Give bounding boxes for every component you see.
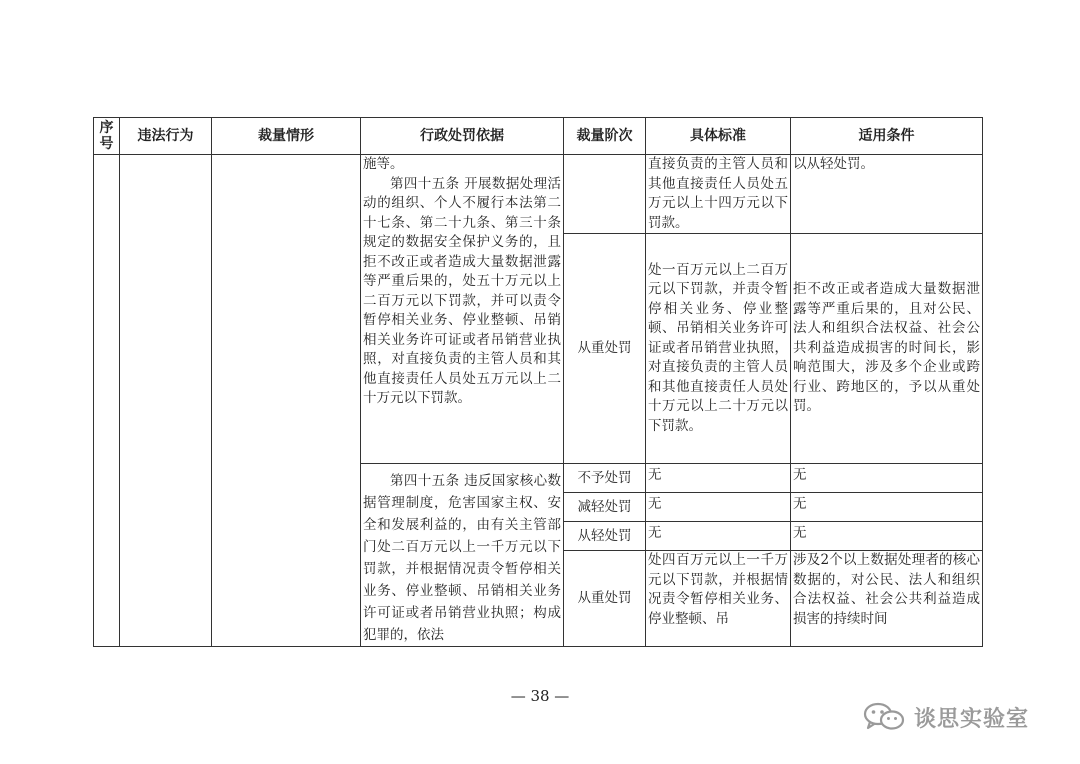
condition-cell: 无 — [791, 522, 983, 551]
basis-cell-2: 第四十五条 违反国家核心数据管理制度，危害国家主权、安全和发展利益的，由有关主管部门处二百万元以上一千万元以下罚款，并根据情况责令暂停相关业务、停业整顿、吊销相关业务许可证或者吊销营业执照；构成犯罪的，依法 — [361, 464, 564, 647]
watermark — [862, 700, 1062, 732]
header-level: 裁量阶次 — [564, 118, 646, 155]
condition-cell: 以从轻处罚。 — [791, 155, 983, 234]
standard-cell: 无 — [646, 493, 791, 522]
violation-cell — [120, 155, 212, 647]
watermark-text: 谈思实验室 — [914, 707, 1030, 732]
circumstance-cell — [212, 155, 361, 647]
level-cell: 从轻处罚 — [564, 522, 646, 551]
condition-cell: 无 — [791, 493, 983, 522]
header-violation: 违法行为 — [120, 118, 212, 155]
seq-cell — [94, 155, 120, 647]
level-cell: 从重处罚 — [564, 551, 646, 647]
basis-cell-1 — [361, 155, 564, 464]
standard-cell: 直接负责的主管人员和其他直接责任人员处五万元以上十四万元以下罚款。 — [646, 155, 791, 234]
header-circumstance: 裁量情形 — [212, 118, 361, 155]
table-row — [94, 155, 983, 234]
condition-cell: 拒不改正或者造成大量数据泄露等严重后果的，且对公民、法人和组织合法权益、社会公共利益造成损害的时间长，影响范围大，涉及多个企业或跨行业、跨地区的，予以从重处罚。 — [791, 234, 983, 464]
header-standard: 具体标准 — [646, 118, 791, 155]
standard-cell: 处一百万元以上二百万元以下罚款，并责令暂停相关业务、停业整顿、吊销相关业务许可证或者吊销营业执照，对直接负责的主管人员和其他直接责任人员处十万元以上二十万元以下罚款。 — [646, 234, 791, 464]
level-cell: 从重处罚 — [564, 234, 646, 464]
penalty-discretion-table — [93, 117, 983, 647]
table-header-row — [94, 118, 983, 155]
page-number: — 38 — — [510, 687, 570, 705]
standard-cell: 无 — [646, 464, 791, 493]
wechat-icon — [862, 702, 906, 732]
header-seq: 序号 — [94, 118, 120, 155]
level-cell: 减轻处罚 — [564, 493, 646, 522]
standard-cell: 处四百万元以上一千万元以下罚款，并根据情况责令暂停相关业务、停业整顿、吊 — [646, 551, 791, 647]
level-cell: 不予处罚 — [564, 464, 646, 493]
condition-cell: 涉及2个以上数据处理者的核心数据的，对公民、法人和组织合法权益、社会公共利益造成损害的持续时间 — [791, 551, 983, 647]
header-condition: 适用条件 — [791, 118, 983, 155]
basis-paragraph: 第四十五条 开展数据处理活动的组织、个人不履行本法第二十七条、第二十九条、第三十条规定的数据安全保护义务的，且拒不改正或者造成大量数据泄露等严重后果的，处五十万元以上二百万元以下罚款，并可以责令暂停相关业务、停业整顿、吊销相关业务许可证或者吊销营业执照，对直接负责的主管人员和其他直接责任人员处五万元以上二十万元以下罚款。 — [363, 175, 561, 406]
header-basis: 行政处罚依据 — [361, 118, 564, 155]
basis-paragraph: 施等。 — [363, 156, 404, 172]
level-cell-empty — [564, 155, 646, 234]
standard-cell: 无 — [646, 522, 791, 551]
condition-cell: 无 — [791, 464, 983, 493]
